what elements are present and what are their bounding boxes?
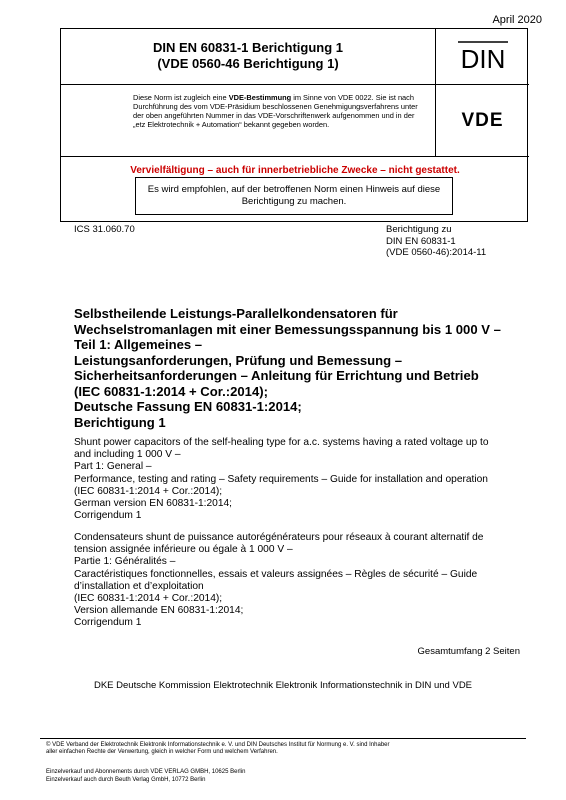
title-line: (IEC 60831-1:2014 + Cor.:2014);: [74, 485, 223, 497]
copyright-notice: [46, 742, 526, 757]
title-line: Shunt power capacitors of the self-healing type for a.c. systems having a rated voltage up to: [74, 437, 489, 448]
title-line: Berichtigung 1: [74, 414, 166, 430]
din-logo: [456, 38, 510, 76]
title-line: tension assignée inférieure ou égale à 1 000 V –: [74, 544, 293, 556]
title-line: (IEC 60831-1:2014 + Cor.:2014);: [74, 383, 268, 399]
document-title-box: [61, 29, 436, 85]
title-line: Corrigendum 1: [74, 510, 142, 522]
title-line: Partie 1: Généralités –: [74, 556, 176, 568]
vde-number: (VDE 0560-46 Berichtigung 1): [157, 56, 339, 71]
title-line: Wechselstromanlagen mit einer Bemessungsspannung bis 1 000 V –: [74, 321, 501, 337]
sales-line: Einzelverkauf auch durch Beuth Verlag GmbH, 10772 Berlin: [46, 777, 206, 783]
title-line: Selbstheilende Leistungs-Parallelkondensatoren für: [74, 306, 398, 321]
title-line: and including 1 000 V –: [74, 449, 181, 461]
header-frame: [60, 28, 528, 222]
title-line: Sicherheitsanforderungen – Anleitung für Errichtung und Betrieb: [74, 368, 479, 383]
sales-info: [46, 768, 245, 784]
ics-code: ICS 31.060.70: [74, 224, 135, 235]
total-pages: Gesamtumfang 2 Seiten: [417, 646, 520, 657]
title-line: Deutsche Fassung EN 60831-1:2014;: [74, 399, 302, 414]
title-line: Caractéristiques fonctionnelles, essais et valeurs assignées – Règles de sécurité – Guide: [74, 568, 478, 580]
din-logo-text: DIN: [460, 43, 505, 74]
title-line: Leistungsanforderungen, Prüfung und Bemessung –: [74, 352, 403, 368]
document-number: DIN EN 60831-1 Berichtigung 1: [153, 40, 343, 55]
french-title: [74, 532, 524, 630]
din-logo-box: [436, 29, 529, 85]
copyright-line: © VDE Verband der Elektrotechnik Elektronik Informationstechnik e. V. und DIN Deutsches Institut für Normung e. V. sind Inhaber: [46, 742, 390, 748]
title-line: Performance, testing and rating – Safety requirements – Guide for installation and operation: [74, 473, 488, 485]
german-title: [74, 306, 524, 430]
vde-logo-text: VDE: [461, 109, 504, 131]
title-line: (IEC 60831-1:2014 + Cor.:2014);: [74, 593, 223, 605]
vde-note-text-start: Diese Norm ist zugleich eine: [133, 93, 229, 102]
dke-footer: DKE Deutsche Kommission Elektrotechnik Elektronik Informationstechnik in DIN und VDE: [93, 680, 473, 691]
vde-logo: [436, 85, 529, 157]
correction-reference: [386, 224, 486, 259]
publication-date: April 2020: [492, 14, 542, 26]
title-line: Part 1: General –: [74, 461, 152, 473]
vde-note-bold: VDE-Bestimmung: [228, 93, 292, 102]
title-line: Corrigendum 1: [74, 617, 142, 629]
reference-line: Berichtigung zu: [386, 224, 452, 235]
english-title: [74, 437, 524, 522]
reference-line: DIN EN 60831-1: [386, 235, 456, 247]
vde-note: [61, 85, 436, 157]
reference-line: (VDE 0560-46):2014-11: [386, 247, 487, 258]
title-line: German version EN 60831-1:2014;: [74, 498, 232, 510]
copy-warning: Vervielfältigung – auch für innerbetriebliche Zwecke – nicht gestattet.: [130, 165, 460, 176]
correction-hint-box: Es wird empfohlen, auf der betroffenen Norm einen Hinweis auf diese Berichtigung zu machen.: [135, 177, 453, 215]
footer-divider: [40, 738, 526, 739]
title-line: Version allemande EN 60831-1:2014;: [74, 605, 244, 617]
title-line: Condensateurs shunt de puissance autorégénérateurs pour réseaux à courant alternatif de: [74, 532, 484, 543]
sales-line: Einzelverkauf und Abonnements durch VDE VERLAG GMBH, 10625 Berlin: [46, 769, 246, 775]
title-line: d’installation et d’exploitation: [74, 580, 204, 592]
title-line: Teil 1: Allgemeines –: [74, 337, 203, 352]
vde-note-text-end: im Sinne von VDE 0022. Sie ist nach Durchführung des vom VDE-Präsidium beschlossenen Genehmigungsverfahrens unter der oben angeführten Nummer in das VDE-Vorschriftenwerk aufgenommen und in der „etz Elektrotechnik + Automation“ bekannt gegeben worden.: [133, 93, 418, 129]
copyright-line: aller einfachen Rechte der Verwertung, gleich in welcher Form und welchem Verfahren.: [46, 749, 278, 756]
